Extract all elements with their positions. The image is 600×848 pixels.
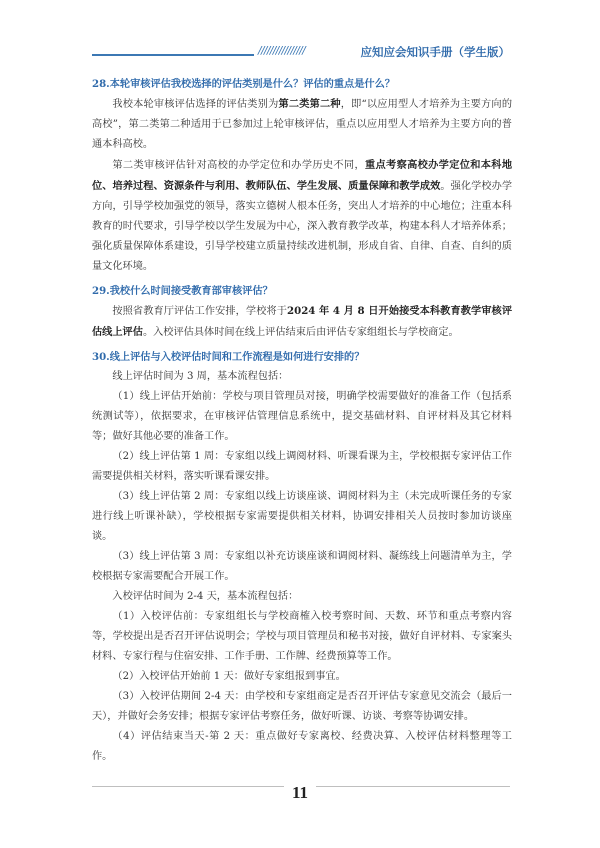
q30-paragraph: （2）线上评估第 1 周：专家组以线上调阅材料、听课看课为主，学校根据专家评估工作需要提供相关材料，落实听课看课安排。 xyxy=(92,451,512,482)
q30-paragraph: 入校评估时间为 2-4 天，基本流程包括： xyxy=(112,591,299,602)
question-28-title: 28.本轮审核评估我校选择的评估类别是什么？评估的重点是什么？ xyxy=(92,78,395,90)
page-header xyxy=(92,45,510,61)
header-rule xyxy=(92,54,254,56)
q28-paragraph-1: 我校本轮审核评估选择的评估类别为第二类第二种，即“以应用型人才培养为主要方向的高校”，第二类第二种适用于已参加过上轮审核评估，重点以应用型人才培养为主要方向的普通本科高校。 xyxy=(92,98,513,150)
handbook-title: 应知应会知识手册（学生版） xyxy=(360,45,510,59)
q30-paragraph: （4）评估结束当天-第 2 天：重点做好专家离校、经费决算、入校评估材料整理等工作。 xyxy=(92,731,512,762)
header-slashes: //////////////// xyxy=(258,45,306,57)
question-29-title: 29.我校什么时间接受教育部审核评估？ xyxy=(92,285,273,297)
page-number-text: 11 xyxy=(284,783,316,802)
q30-paragraph: （3）线上评估第 3 周：专家组以补充访谈座谈和调阅材料、凝练线上问题清单为主，学校根据专家需要配合开展工作。 xyxy=(92,551,512,582)
q30-paragraph: 线上评估时间为 3 周，基本流程包括： xyxy=(112,371,289,382)
q30-paragraph: （3）线上评估第 2 周：专家组以线上访谈座谈、调阅材料为主（未完成听课任务的专家进行线上听课补缺），学校根据专家需要提供相关材料，协调安排相关人员按时参加访谈座谈。 xyxy=(92,491,512,542)
q30-paragraph: （3）入校评估期间 2-4 天：由学校和专家组商定是否召开评估专家意见交流会（最后一天），并做好会务安排；根据专家评估考察任务，做好听课、访谈、考察等协调安排。 xyxy=(92,691,512,722)
page-number xyxy=(0,783,600,803)
page-content xyxy=(92,74,512,767)
q30-paragraph: （1）入校评估前：专家组组长与学校商榷入校考察时间、天数、环节和重点考察内容等，学校提出是否召开评估说明会；学校与项目管理员和秘书对接，做好自评材料、专家案头材料、专家行程与住宿安排、工作手册、工作牌、经费预算等工作。 xyxy=(92,611,512,662)
question-30-title: 30.线上评估与入校评估时间和工作流程是如何进行安排的？ xyxy=(92,351,365,363)
q28-paragraph-2: 第二类审核评估针对高校的办学定位和办学历史不同，重点考察高校办学定位和本科地位、培养过程、资源条件与利用、教师队伍、学生发展、质量保障和教学成效。强化学校办学方向，引导学校加强党的领导，落实立德树人根本任务，突出人才培养的中心地位；注重本科教育的时代要求，引导学校以学生发展为中心，深入教育教学改革，构建本科人才培养体系；强化质量保障体系建设，引导学校建立质量持续改进机制，形成自省、自律、自查、自纠的质量文化环境。 xyxy=(92,159,513,272)
q30-paragraph: （2）入校评估开始前 1 天：做好专家组报到事宜。 xyxy=(112,671,346,682)
q30-paragraph: （1）线上评估开始前：学校与项目管理员对接，明确学校需要做好的准备工作（包括系统测试等），依据要求，在审核评估管理信息系统中，提交基础材料、自评材料及其它材料等；做好其他必要的准备工作。 xyxy=(92,391,512,442)
q29-paragraph-1: 按照省教育厅评估工作安排，学校将于2024 年 4 月 8 日开始接受本科教育教学审核评估线上评估。入校评估具体时间在线上评估结束后由评估专家组组长与学校商定。 xyxy=(92,305,513,338)
